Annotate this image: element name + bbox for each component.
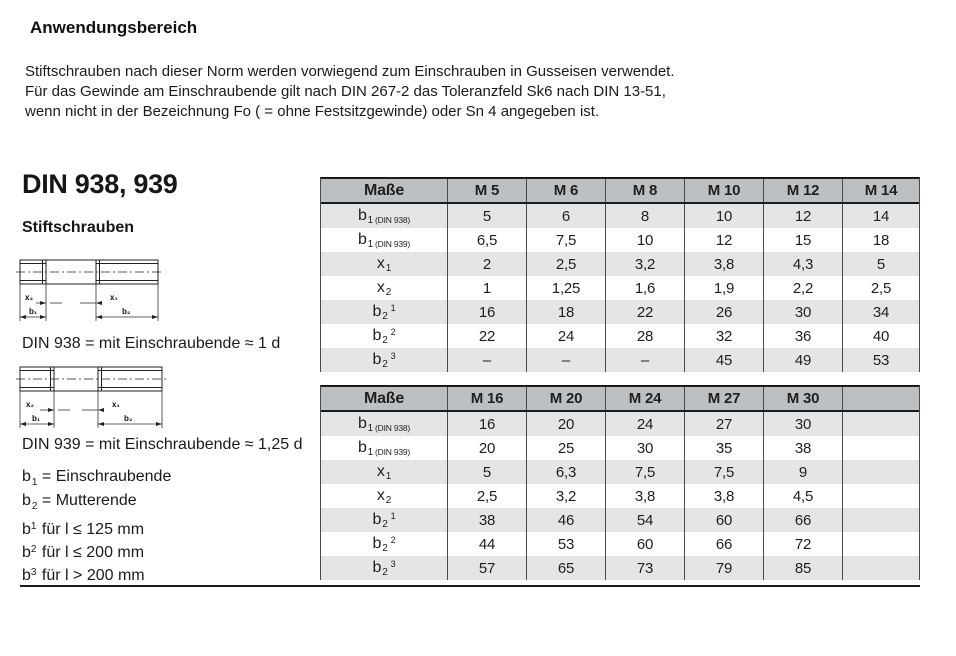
value-cell: 16 (447, 300, 526, 324)
dim-label-b1: b₁ (32, 414, 41, 423)
column-header-cell: M 10 (684, 179, 763, 202)
value-cell: 72 (763, 532, 842, 556)
legend-item: $b_1$ = Einschraubende (22, 468, 172, 488)
page-title: Anwendungsbereich (30, 18, 198, 37)
table-row (321, 276, 919, 300)
value-cell: 10 (605, 228, 684, 252)
value-cell: 8 (605, 204, 684, 228)
dim-label-x2: x₂ (25, 293, 34, 302)
value-cell: 53 (842, 348, 919, 372)
dim-label-x2: x₂ (26, 400, 35, 409)
value-cell: 3,8 (684, 252, 763, 276)
value-cell: 32 (684, 324, 763, 348)
dim-label-x1: x₁ (110, 293, 118, 302)
value-cell: 10 (684, 204, 763, 228)
value-cell: 24 (526, 324, 605, 348)
value-cell: 14 (842, 204, 919, 228)
symbol-legend (22, 466, 171, 514)
value-cell: 2 (447, 252, 526, 276)
dimension-table-m16-m30 (320, 385, 920, 580)
value-cell: 57 (447, 556, 526, 580)
value-cell: – (605, 348, 684, 372)
table-row (321, 252, 919, 276)
value-cell: 25 (526, 436, 605, 460)
value-cell: 66 (684, 532, 763, 556)
value-cell: 7,5 (684, 460, 763, 484)
dim-label-b2: b₂ (122, 307, 131, 316)
value-cell: 30 (605, 436, 684, 460)
value-cell: 2,5 (842, 276, 919, 300)
value-cell: 85 (763, 556, 842, 580)
value-cell: 73 (605, 556, 684, 580)
bottom-rule (20, 585, 920, 587)
value-cell (842, 484, 919, 508)
value-cell: 44 (447, 532, 526, 556)
value-cell: 12 (763, 204, 842, 228)
value-cell: 36 (763, 324, 842, 348)
din-938-caption: DIN 938 = mit Einschraubende ≈ 1 d (22, 335, 281, 352)
note-item: $b^2$ für l ≤ 200 mm (22, 544, 145, 561)
value-cell: 1,6 (605, 276, 684, 300)
row-label-cell: x 2 (376, 487, 392, 506)
note-item: $b^1$ für l ≤ 125 mm (22, 521, 145, 538)
table-row (321, 436, 919, 460)
value-cell: 16 (447, 412, 526, 436)
row-label-cell: b 2 3 (372, 351, 396, 370)
table-header-row (321, 179, 919, 204)
row-label-cell: b 1 (DIN 939) (357, 439, 411, 458)
value-cell: – (447, 348, 526, 372)
value-cell: 26 (684, 300, 763, 324)
norm-heading: DIN 938, 939 (22, 169, 178, 199)
value-cell: 4,5 (763, 484, 842, 508)
value-cell: – (526, 348, 605, 372)
row-label-cell: b 1 (DIN 938) (357, 207, 411, 226)
value-cell: 2,5 (526, 252, 605, 276)
column-header-cell (842, 387, 919, 410)
product-subheading: Stiftschrauben (22, 219, 135, 236)
column-header-cell: M 16 (447, 387, 526, 410)
row-label-cell: b 2 2 (372, 327, 396, 346)
intro-paragraph (25, 62, 675, 122)
row-label-cell: b 2 1 (372, 303, 396, 322)
column-header-cell: M 14 (842, 179, 919, 202)
table-row (321, 412, 919, 436)
value-cell: 6 (526, 204, 605, 228)
value-cell: 20 (526, 412, 605, 436)
value-cell: 4,3 (763, 252, 842, 276)
din-938-stud-diagram (16, 253, 166, 335)
value-cell: 79 (684, 556, 763, 580)
value-cell (842, 508, 919, 532)
value-cell: 27 (684, 412, 763, 436)
table-row (321, 460, 919, 484)
value-cell: 7,5 (605, 460, 684, 484)
value-cell: 24 (605, 412, 684, 436)
value-cell: 28 (605, 324, 684, 348)
value-cell: 46 (526, 508, 605, 532)
value-cell: 7,5 (526, 228, 605, 252)
value-cell: 54 (605, 508, 684, 532)
row-label-cell: b 1 (DIN 939) (357, 231, 411, 250)
value-cell: 3,8 (684, 484, 763, 508)
value-cell: 18 (842, 228, 919, 252)
intro-line: Stiftschrauben nach dieser Norm werden vorwiegend zum Einschrauben in Gusseisen verwendet. (25, 63, 675, 80)
length-notes (22, 519, 145, 588)
legend-item: $b_2$ = Mutterende (22, 492, 137, 512)
value-cell (842, 460, 919, 484)
value-cell: 38 (763, 436, 842, 460)
row-label-cell: b 2 2 (372, 535, 396, 554)
corner-header-cell: Maße (363, 181, 405, 199)
value-cell: 1,25 (526, 276, 605, 300)
row-label-cell: b 2 3 (372, 559, 396, 578)
value-cell: 15 (763, 228, 842, 252)
value-cell: 34 (842, 300, 919, 324)
column-header-cell: M 6 (526, 179, 605, 202)
value-cell: 5 (447, 460, 526, 484)
dim-label-b1: b₁ (29, 307, 38, 316)
table-row (321, 556, 919, 580)
table-row (321, 484, 919, 508)
column-header-cell: M 5 (447, 179, 526, 202)
value-cell: 3,8 (605, 484, 684, 508)
value-cell (842, 436, 919, 460)
din-939-stud-diagram (16, 361, 168, 441)
dim-label-x1: x₁ (112, 400, 120, 409)
row-label-cell: b 1 (DIN 938) (357, 415, 411, 434)
value-cell: 2,2 (763, 276, 842, 300)
value-cell: 30 (763, 300, 842, 324)
value-cell: 5 (842, 252, 919, 276)
column-header-cell: M 8 (605, 179, 684, 202)
intro-line: Für das Gewinde am Einschraubende gilt nach DIN 267-2 das Toleranzfeld Sk6 nach DIN 13-51, (25, 83, 666, 100)
row-label-cell: x 1 (376, 255, 392, 274)
value-cell: 12 (684, 228, 763, 252)
dimension-table-m5-m14 (320, 177, 920, 372)
value-cell: 1,9 (684, 276, 763, 300)
value-cell: 22 (605, 300, 684, 324)
value-cell: 3,2 (526, 484, 605, 508)
table-row (321, 204, 919, 228)
table-row (321, 508, 919, 532)
row-label-cell: x 1 (376, 463, 392, 482)
table-row (321, 324, 919, 348)
column-header-cell: M 30 (763, 387, 842, 410)
value-cell: 9 (763, 460, 842, 484)
value-cell: 20 (447, 436, 526, 460)
table-row (321, 228, 919, 252)
value-cell: 53 (526, 532, 605, 556)
value-cell: 1 (447, 276, 526, 300)
table-row (321, 300, 919, 324)
value-cell: 5 (447, 204, 526, 228)
value-cell: 6,5 (447, 228, 526, 252)
value-cell: 30 (763, 412, 842, 436)
value-cell (842, 532, 919, 556)
value-cell: 22 (447, 324, 526, 348)
value-cell (842, 556, 919, 580)
dim-label-b2: b₂ (124, 414, 133, 423)
value-cell: 49 (763, 348, 842, 372)
value-cell: 35 (684, 436, 763, 460)
column-header-cell: M 27 (684, 387, 763, 410)
table-header-row (321, 387, 919, 412)
value-cell: 18 (526, 300, 605, 324)
value-cell: 40 (842, 324, 919, 348)
value-cell: 3,2 (605, 252, 684, 276)
din-939-caption: DIN 939 = mit Einschraubende ≈ 1,25 d (22, 436, 303, 453)
value-cell: 65 (526, 556, 605, 580)
table-row (321, 348, 919, 372)
value-cell: 6,3 (526, 460, 605, 484)
value-cell: 45 (684, 348, 763, 372)
column-header-cell: M 20 (526, 387, 605, 410)
value-cell: 60 (605, 532, 684, 556)
value-cell: 2,5 (447, 484, 526, 508)
value-cell: 60 (684, 508, 763, 532)
value-cell (842, 412, 919, 436)
note-item: $b^3$ für l > 200 mm (22, 567, 145, 584)
row-label-cell: b 2 1 (372, 511, 396, 530)
corner-header-cell: Maße (363, 389, 405, 407)
value-cell: 66 (763, 508, 842, 532)
row-label-cell: x 2 (376, 279, 392, 298)
table-row (321, 532, 919, 556)
intro-line: wenn nicht in der Bezeichnung Fo ( = ohne Festsitzgewinde) oder Sn 4 angegeben ist. (25, 103, 600, 120)
column-header-cell: M 12 (763, 179, 842, 202)
value-cell: 38 (447, 508, 526, 532)
column-header-cell: M 24 (605, 387, 684, 410)
